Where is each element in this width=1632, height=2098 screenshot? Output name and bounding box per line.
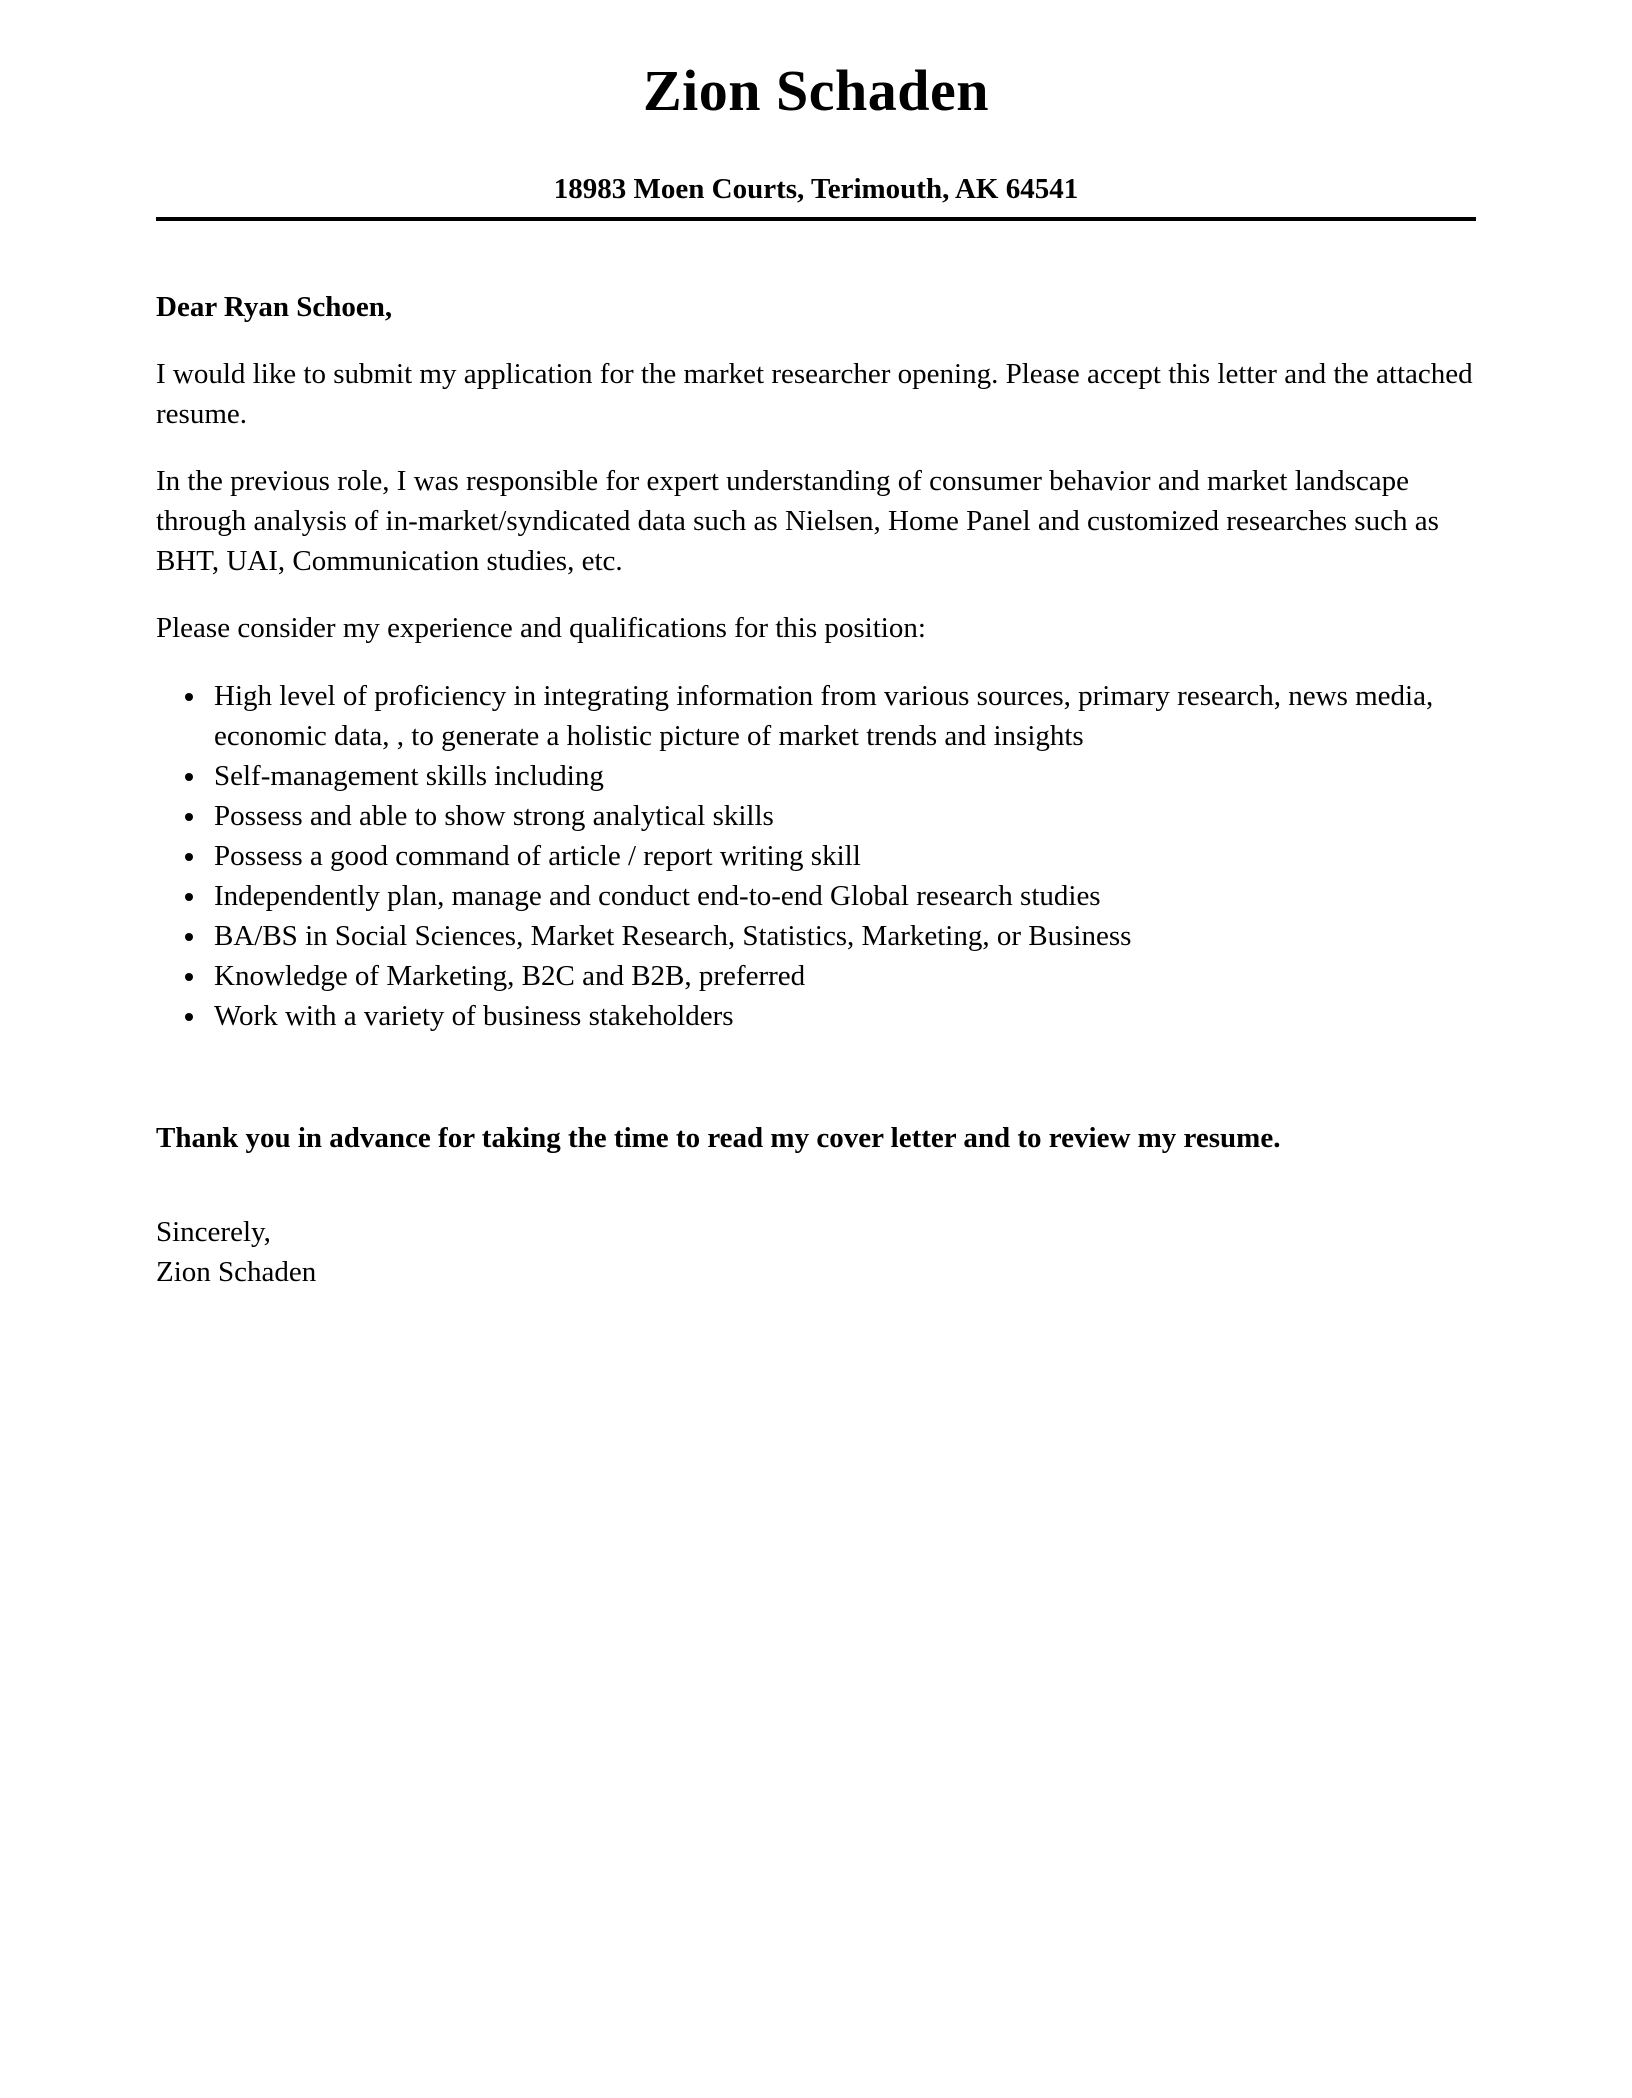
applicant-address: 18983 Moen Courts, Terimouth, AK 64541 (553, 172, 1079, 205)
qualification-item: • Possess a good command of article / report writing skill (208, 836, 1476, 876)
signoff-block (156, 1212, 1476, 1292)
signature-name: Zion Schaden (156, 1255, 317, 1288)
header-divider (156, 217, 1476, 221)
qualification-item: • Independently plan, manage and conduct end-to-end Global research studies (208, 876, 1476, 916)
qualifications-list (156, 676, 1476, 1036)
applicant-name: Zion Schaden (642, 58, 990, 123)
qualification-item: • High level of proficiency in integrating information from various sources, primary research, news media, economic data, , to generate a holistic picture of market trends and insights (208, 676, 1476, 756)
qualification-item: • Work with a variety of business stakeholders (208, 996, 1476, 1036)
paragraph-previous-role: In the previous role, I was responsible for expert understanding of consumer behavior and market landscape through analysis of in-market/syndicated data such as Nielsen, Home Panel and customized researches such as BHT, UAI, Communication studies, etc. (156, 464, 1439, 577)
valediction: Sincerely, (156, 1215, 271, 1248)
closing-thank-you: Thank you in advance for taking the time to read my cover letter and to review my resume. (156, 1121, 1281, 1154)
qualification-item: • Self-management skills including (208, 756, 1476, 796)
qualification-item: • Possess and able to show strong analytical skills (208, 796, 1476, 836)
salutation: Dear Ryan Schoen, (156, 290, 393, 323)
qualification-item: • Knowledge of Marketing, B2C and B2B, preferred (208, 956, 1476, 996)
paragraph-consider: Please consider my experience and qualifications for this position: (156, 611, 926, 644)
qualification-item: • BA/BS in Social Sciences, Market Research, Statistics, Marketing, or Business (208, 916, 1476, 956)
paragraph-intro: I would like to submit my application for the market researcher opening. Please accept this letter and the attached resume. (156, 357, 1473, 430)
letter-header (156, 58, 1476, 221)
